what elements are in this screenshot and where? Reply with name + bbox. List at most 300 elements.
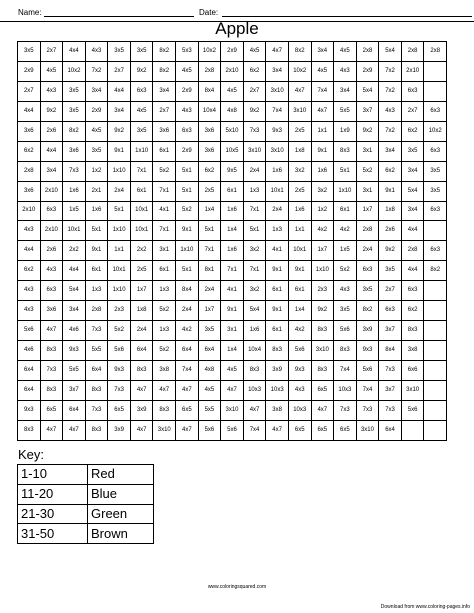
- grid-cell[interactable]: 1x10: [108, 221, 131, 241]
- grid-cell[interactable]: 9x2: [40, 101, 63, 121]
- grid-cell[interactable]: 1x1: [108, 241, 131, 261]
- grid-cell[interactable]: 4x4: [63, 261, 86, 281]
- grid-cell[interactable]: 3x10: [221, 400, 244, 420]
- grid-cell[interactable]: 8x2: [153, 42, 176, 62]
- grid-cell[interactable]: 1x10: [176, 241, 199, 261]
- grid-cell[interactable]: 7x3: [108, 380, 131, 400]
- grid-cell[interactable]: 8x2: [424, 261, 447, 281]
- grid-cell[interactable]: 2x8: [18, 161, 41, 181]
- grid-cell[interactable]: 2x8: [85, 301, 108, 321]
- grid-cell[interactable]: 10x2: [63, 61, 86, 81]
- grid-cell[interactable]: 3x10: [243, 141, 266, 161]
- grid-cell[interactable]: 3x5: [379, 261, 402, 281]
- grid-cell[interactable]: 5x4: [356, 81, 379, 101]
- grid-cell[interactable]: 5x2: [108, 321, 131, 341]
- grid-cell[interactable]: 3x6: [63, 141, 86, 161]
- date-line[interactable]: [222, 16, 472, 17]
- grid-cell[interactable]: 2x7: [243, 81, 266, 101]
- grid-cell[interactable]: 4x3: [176, 101, 199, 121]
- grid-cell[interactable]: 8x2: [288, 42, 311, 62]
- grid-cell[interactable]: 4x4: [63, 42, 86, 62]
- grid-cell[interactable]: 5x1: [176, 261, 199, 281]
- grid-cell[interactable]: 9x2: [243, 101, 266, 121]
- grid-cell[interactable]: 9x1: [221, 301, 244, 321]
- grid-cell[interactable]: 4x7: [243, 400, 266, 420]
- grid-cell[interactable]: 3x5: [424, 181, 447, 201]
- grid-cell[interactable]: 2x8: [356, 221, 379, 241]
- grid-cell[interactable]: 5x6: [334, 321, 357, 341]
- grid-cell[interactable]: 8x2: [153, 61, 176, 81]
- grid-cell[interactable]: 5x6: [288, 341, 311, 361]
- grid-cell[interactable]: 4x1: [153, 201, 176, 221]
- grid-cell[interactable]: 2x4: [130, 321, 153, 341]
- grid-cell[interactable]: 4x1: [266, 241, 289, 261]
- grid-cell[interactable]: 2x9: [85, 101, 108, 121]
- grid-cell[interactable]: 3x9: [130, 400, 153, 420]
- grid-cell[interactable]: 5x1: [198, 221, 221, 241]
- grid-cell[interactable]: 3x4: [334, 81, 357, 101]
- grid-cell[interactable]: 6x2: [379, 161, 402, 181]
- grid-cell[interactable]: 1x10: [311, 261, 334, 281]
- grid-cell[interactable]: 3x4: [85, 81, 108, 101]
- grid-cell[interactable]: 6x5: [176, 400, 199, 420]
- grid-cell[interactable]: 8x3: [40, 380, 63, 400]
- grid-cell[interactable]: 6x3: [401, 281, 424, 301]
- grid-cell[interactable]: 10x5: [221, 141, 244, 161]
- grid-cell[interactable]: 1x7: [356, 201, 379, 221]
- grid-cell[interactable]: 4x5: [311, 61, 334, 81]
- grid-cell[interactable]: 9x3: [266, 121, 289, 141]
- grid-cell[interactable]: 1x3: [153, 281, 176, 301]
- grid-cell[interactable]: 2x4: [198, 281, 221, 301]
- grid-cell[interactable]: 3x5: [130, 42, 153, 62]
- grid-cell[interactable]: 4x7: [176, 420, 199, 440]
- grid-cell[interactable]: 6x2: [243, 61, 266, 81]
- grid-cell[interactable]: 4x7: [311, 400, 334, 420]
- grid-cell[interactable]: 2x1: [85, 181, 108, 201]
- grid-cell[interactable]: 8x2: [63, 121, 86, 141]
- grid-cell[interactable]: 10x3: [288, 400, 311, 420]
- grid-cell[interactable]: 6x2: [18, 141, 41, 161]
- grid-cell[interactable]: 10x2: [288, 61, 311, 81]
- grid-cell[interactable]: 3x8: [401, 341, 424, 361]
- grid-cell[interactable]: 7x3: [85, 400, 108, 420]
- grid-cell[interactable]: 5x2: [334, 261, 357, 281]
- grid-cell[interactable]: [424, 400, 447, 420]
- grid-cell[interactable]: [424, 380, 447, 400]
- grid-cell[interactable]: 3x10: [401, 380, 424, 400]
- grid-cell[interactable]: 4x6: [63, 321, 86, 341]
- grid-cell[interactable]: 1x5: [334, 241, 357, 261]
- grid-cell[interactable]: 3x9: [266, 361, 289, 381]
- grid-cell[interactable]: 5x6: [198, 420, 221, 440]
- grid-cell[interactable]: 4x8: [221, 101, 244, 121]
- grid-cell[interactable]: 6x4: [85, 361, 108, 381]
- grid-cell[interactable]: 4x7: [266, 42, 289, 62]
- grid-cell[interactable]: 6x1: [221, 181, 244, 201]
- grid-cell[interactable]: 1x2: [311, 201, 334, 221]
- grid-cell[interactable]: 2x5: [130, 261, 153, 281]
- grid-cell[interactable]: 7x4: [311, 81, 334, 101]
- grid-cell[interactable]: 2x5: [288, 181, 311, 201]
- grid-cell[interactable]: 10x1: [266, 181, 289, 201]
- grid-cell[interactable]: 4x5: [243, 42, 266, 62]
- grid-cell[interactable]: 4x2: [311, 221, 334, 241]
- grid-cell[interactable]: 2x3: [108, 301, 131, 321]
- grid-cell[interactable]: [424, 420, 447, 440]
- grid-cell[interactable]: 8x3: [334, 141, 357, 161]
- grid-cell[interactable]: 3x1: [356, 141, 379, 161]
- grid-cell[interactable]: 7x1: [243, 261, 266, 281]
- grid-cell[interactable]: 2x8: [198, 61, 221, 81]
- grid-cell[interactable]: [424, 221, 447, 241]
- grid-cell[interactable]: 1x8: [288, 141, 311, 161]
- grid-cell[interactable]: 4x6: [18, 341, 41, 361]
- grid-cell[interactable]: 7x2: [379, 121, 402, 141]
- grid-cell[interactable]: 4x5: [176, 61, 199, 81]
- grid-cell[interactable]: 4x3: [40, 81, 63, 101]
- grid-cell[interactable]: 4x3: [18, 221, 41, 241]
- grid-cell[interactable]: 2x7: [108, 61, 131, 81]
- grid-cell[interactable]: 4x3: [334, 281, 357, 301]
- grid-cell[interactable]: 3x6: [40, 301, 63, 321]
- grid-cell[interactable]: 6x4: [130, 341, 153, 361]
- grid-cell[interactable]: 3x4: [311, 42, 334, 62]
- grid-cell[interactable]: 7x2: [379, 61, 402, 81]
- grid-cell[interactable]: 4x3: [85, 42, 108, 62]
- grid-cell[interactable]: 3x4: [108, 101, 131, 121]
- grid-cell[interactable]: 3x2: [243, 241, 266, 261]
- grid-cell[interactable]: 1x4: [198, 201, 221, 221]
- grid-cell[interactable]: 7x1: [130, 161, 153, 181]
- grid-cell[interactable]: 9x2: [379, 241, 402, 261]
- grid-cell[interactable]: 1x6: [221, 241, 244, 261]
- grid-cell[interactable]: [424, 341, 447, 361]
- grid-cell[interactable]: 4x7: [221, 380, 244, 400]
- grid-cell[interactable]: 1x8: [379, 201, 402, 221]
- grid-cell[interactable]: 9x1: [266, 301, 289, 321]
- grid-cell[interactable]: 8x3: [311, 361, 334, 381]
- grid-cell[interactable]: 4x7: [266, 420, 289, 440]
- grid-cell[interactable]: 1x8: [130, 301, 153, 321]
- grid-cell[interactable]: 4x7: [63, 420, 86, 440]
- grid-cell[interactable]: 4x7: [153, 380, 176, 400]
- grid-cell[interactable]: 6x4: [176, 341, 199, 361]
- grid-cell[interactable]: 2x6: [379, 221, 402, 241]
- grid-cell[interactable]: 3x2: [311, 181, 334, 201]
- grid-cell[interactable]: 1x3: [243, 181, 266, 201]
- grid-cell[interactable]: 2x9: [176, 141, 199, 161]
- grid-cell[interactable]: 5x4: [63, 281, 86, 301]
- grid-cell[interactable]: 6x3: [130, 81, 153, 101]
- grid-cell[interactable]: 3x9: [108, 420, 131, 440]
- grid-cell[interactable]: 2x10: [18, 201, 41, 221]
- grid-cell[interactable]: 9x2: [311, 301, 334, 321]
- grid-cell[interactable]: 7x1: [198, 241, 221, 261]
- grid-cell[interactable]: 4x5: [130, 101, 153, 121]
- grid-cell[interactable]: 1x6: [288, 201, 311, 221]
- grid-cell[interactable]: 5x2: [153, 161, 176, 181]
- grid-cell[interactable]: [424, 321, 447, 341]
- grid-cell[interactable]: 6x4: [18, 361, 41, 381]
- grid-cell[interactable]: 9x1: [379, 181, 402, 201]
- grid-cell[interactable]: 2x8: [424, 42, 447, 62]
- grid-cell[interactable]: 3x5: [85, 141, 108, 161]
- grid-cell[interactable]: 4x5: [221, 81, 244, 101]
- grid-cell[interactable]: 6x5: [311, 420, 334, 440]
- grid-cell[interactable]: 4x3: [288, 380, 311, 400]
- grid-cell[interactable]: 5x2: [153, 341, 176, 361]
- grid-cell[interactable]: 2x7: [379, 281, 402, 301]
- grid-cell[interactable]: 2x2: [63, 241, 86, 261]
- grid-cell[interactable]: 5x1: [243, 221, 266, 241]
- grid-cell[interactable]: 3x10: [356, 420, 379, 440]
- grid-cell[interactable]: 5x6: [18, 321, 41, 341]
- grid-cell[interactable]: 5x1: [108, 201, 131, 221]
- grid-cell[interactable]: 3x6: [198, 141, 221, 161]
- grid-cell[interactable]: 3x4: [266, 61, 289, 81]
- grid-cell[interactable]: 8x3: [243, 361, 266, 381]
- grid-cell[interactable]: 5x6: [356, 361, 379, 381]
- grid-cell[interactable]: 4x7: [176, 380, 199, 400]
- grid-cell[interactable]: 3x4: [153, 81, 176, 101]
- grid-cell[interactable]: 5x4: [401, 181, 424, 201]
- grid-cell[interactable]: 6x3: [40, 281, 63, 301]
- grid-cell[interactable]: 8x3: [18, 420, 41, 440]
- grid-cell[interactable]: [424, 81, 447, 101]
- grid-cell[interactable]: 2x7: [153, 101, 176, 121]
- grid-cell[interactable]: 10x2: [424, 121, 447, 141]
- grid-cell[interactable]: 5x10: [221, 121, 244, 141]
- grid-cell[interactable]: 10x2: [198, 42, 221, 62]
- grid-cell[interactable]: 3x5: [424, 161, 447, 181]
- grid-cell[interactable]: 3x1: [153, 241, 176, 261]
- grid-cell[interactable]: 3x10: [266, 81, 289, 101]
- grid-cell[interactable]: 1x4: [221, 341, 244, 361]
- grid-cell[interactable]: 5x1: [176, 181, 199, 201]
- grid-cell[interactable]: 6x4: [18, 380, 41, 400]
- grid-cell[interactable]: 4x8: [198, 361, 221, 381]
- grid-cell[interactable]: 10x3: [243, 380, 266, 400]
- grid-cell[interactable]: 2x9: [221, 42, 244, 62]
- grid-cell[interactable]: 8x3: [85, 380, 108, 400]
- grid-cell[interactable]: 1x10: [334, 181, 357, 201]
- grid-cell[interactable]: 4x7: [311, 101, 334, 121]
- grid-cell[interactable]: 7x4: [334, 361, 357, 381]
- grid-cell[interactable]: 10x1: [63, 221, 86, 241]
- grid-cell[interactable]: 3x5: [108, 42, 131, 62]
- grid-cell[interactable]: 5x1: [85, 221, 108, 241]
- grid-cell[interactable]: 5x2: [153, 301, 176, 321]
- grid-cell[interactable]: 6x3: [424, 241, 447, 261]
- grid-cell[interactable]: 3x7: [63, 380, 86, 400]
- grid-cell[interactable]: 1x9: [334, 121, 357, 141]
- grid-cell[interactable]: 1x7: [311, 241, 334, 261]
- grid-cell[interactable]: 3x6: [198, 121, 221, 141]
- grid-cell[interactable]: 3x7: [356, 101, 379, 121]
- grid-cell[interactable]: 7x3: [63, 161, 86, 181]
- grid-cell[interactable]: 5x5: [198, 400, 221, 420]
- grid-cell[interactable]: 3x7: [379, 380, 402, 400]
- grid-cell[interactable]: 6x1: [130, 181, 153, 201]
- grid-cell[interactable]: [424, 281, 447, 301]
- grid-cell[interactable]: 4x5: [40, 61, 63, 81]
- grid-cell[interactable]: 3x1: [221, 321, 244, 341]
- grid-cell[interactable]: 8x4: [379, 341, 402, 361]
- grid-cell[interactable]: 2x8: [401, 42, 424, 62]
- grid-cell[interactable]: 5x5: [334, 101, 357, 121]
- grid-cell[interactable]: 4x2: [334, 221, 357, 241]
- grid-cell[interactable]: 9x2: [356, 121, 379, 141]
- grid-cell[interactable]: 7x3: [379, 400, 402, 420]
- grid-cell[interactable]: 3x6: [18, 181, 41, 201]
- grid-cell[interactable]: 6x5: [108, 400, 131, 420]
- grid-cell[interactable]: 8x3: [311, 321, 334, 341]
- grid-cell[interactable]: 2x4: [243, 161, 266, 181]
- grid-cell[interactable]: 4x5: [198, 380, 221, 400]
- grid-cell[interactable]: 5x5: [85, 341, 108, 361]
- grid-cell[interactable]: 6x2: [198, 161, 221, 181]
- grid-cell[interactable]: 8x3: [40, 341, 63, 361]
- grid-cell[interactable]: 5x3: [176, 42, 199, 62]
- grid-cell[interactable]: 3x10: [153, 420, 176, 440]
- grid-cell[interactable]: 4x2: [288, 321, 311, 341]
- grid-cell[interactable]: 10x4: [243, 341, 266, 361]
- grid-cell[interactable]: 4x4: [401, 221, 424, 241]
- grid-cell[interactable]: 2x8: [356, 42, 379, 62]
- grid-cell[interactable]: 1x1: [288, 221, 311, 241]
- grid-cell[interactable]: 10x3: [266, 380, 289, 400]
- grid-cell[interactable]: 4x7: [130, 380, 153, 400]
- grid-cell[interactable]: 3x8: [266, 400, 289, 420]
- grid-cell[interactable]: 1x3: [153, 321, 176, 341]
- grid-cell[interactable]: 7x3: [243, 121, 266, 141]
- grid-cell[interactable]: 5x4: [243, 301, 266, 321]
- grid-cell[interactable]: 4x2: [176, 321, 199, 341]
- grid-cell[interactable]: 9x1: [108, 141, 131, 161]
- grid-cell[interactable]: 2x7: [18, 81, 41, 101]
- grid-cell[interactable]: 7x4: [176, 361, 199, 381]
- grid-cell[interactable]: 6x1: [288, 281, 311, 301]
- grid-cell[interactable]: 4x3: [18, 281, 41, 301]
- grid-cell[interactable]: 4x7: [40, 321, 63, 341]
- grid-cell[interactable]: 6x3: [424, 141, 447, 161]
- grid-cell[interactable]: 5x1: [176, 161, 199, 181]
- grid-cell[interactable]: 3x10: [266, 141, 289, 161]
- grid-cell[interactable]: 4x4: [40, 141, 63, 161]
- grid-cell[interactable]: 9x1: [288, 261, 311, 281]
- grid-cell[interactable]: 9x3: [288, 361, 311, 381]
- grid-cell[interactable]: 1x4: [221, 221, 244, 241]
- grid-cell[interactable]: 3x1: [356, 181, 379, 201]
- grid-cell[interactable]: 9x1: [311, 141, 334, 161]
- grid-cell[interactable]: 9x5: [221, 161, 244, 181]
- grid-cell[interactable]: 3x10: [311, 341, 334, 361]
- grid-cell[interactable]: 7x4: [356, 380, 379, 400]
- grid-cell[interactable]: 3x4: [40, 161, 63, 181]
- grid-cell[interactable]: 1x6: [311, 161, 334, 181]
- grid-cell[interactable]: 6x3: [356, 261, 379, 281]
- grid-cell[interactable]: 3x5: [356, 281, 379, 301]
- grid-cell[interactable]: 1x3: [85, 281, 108, 301]
- grid-cell[interactable]: 2x2: [130, 241, 153, 261]
- grid-cell[interactable]: 4x5: [334, 42, 357, 62]
- grid-cell[interactable]: 9x2: [130, 61, 153, 81]
- grid-cell[interactable]: 9x3: [356, 341, 379, 361]
- grid-cell[interactable]: 10x1: [288, 241, 311, 261]
- grid-cell[interactable]: 3x4: [401, 201, 424, 221]
- grid-cell[interactable]: 3x6: [18, 121, 41, 141]
- grid-cell[interactable]: 3x4: [401, 161, 424, 181]
- grid-cell[interactable]: 2x9: [356, 61, 379, 81]
- grid-cell[interactable]: 7x1: [153, 221, 176, 241]
- grid-cell[interactable]: 1x6: [243, 321, 266, 341]
- grid-cell[interactable]: 1x10: [108, 161, 131, 181]
- grid-cell[interactable]: 7x3: [40, 361, 63, 381]
- grid-cell[interactable]: 9x1: [176, 221, 199, 241]
- grid-cell[interactable]: 2x6: [40, 241, 63, 261]
- grid-cell[interactable]: 7x1: [153, 181, 176, 201]
- grid-cell[interactable]: 8x4: [198, 81, 221, 101]
- grid-cell[interactable]: 3x6: [153, 121, 176, 141]
- grid-cell[interactable]: 3x2: [288, 161, 311, 181]
- grid-cell[interactable]: 1x10: [108, 281, 131, 301]
- grid-cell[interactable]: 3x8: [153, 361, 176, 381]
- grid-cell[interactable]: [424, 301, 447, 321]
- grid-cell[interactable]: 10x3: [334, 380, 357, 400]
- grid-cell[interactable]: 3x5: [130, 121, 153, 141]
- grid-cell[interactable]: 6x3: [424, 201, 447, 221]
- grid-cell[interactable]: 6x1: [266, 281, 289, 301]
- grid-cell[interactable]: 6x3: [379, 301, 402, 321]
- grid-cell[interactable]: 1x6: [85, 201, 108, 221]
- grid-cell[interactable]: 1x6: [63, 181, 86, 201]
- grid-cell[interactable]: 1x6: [221, 201, 244, 221]
- grid-cell[interactable]: 8x3: [130, 361, 153, 381]
- grid-cell[interactable]: 6x1: [85, 261, 108, 281]
- name-line[interactable]: [44, 16, 194, 17]
- grid-cell[interactable]: 3x4: [379, 141, 402, 161]
- grid-cell[interactable]: 6x5: [311, 380, 334, 400]
- grid-cell[interactable]: 8x3: [153, 400, 176, 420]
- grid-cell[interactable]: 7x4: [243, 420, 266, 440]
- grid-cell[interactable]: 2x4: [266, 201, 289, 221]
- grid-cell[interactable]: 5x2: [356, 161, 379, 181]
- grid-cell[interactable]: 5x6: [221, 420, 244, 440]
- grid-cell[interactable]: 8x3: [334, 341, 357, 361]
- grid-cell[interactable]: 9x1: [85, 241, 108, 261]
- grid-cell[interactable]: 5x6: [401, 400, 424, 420]
- grid-cell[interactable]: 10x4: [198, 101, 221, 121]
- grid-cell[interactable]: 3x5: [63, 101, 86, 121]
- grid-cell[interactable]: 6x4: [379, 420, 402, 440]
- grid-cell[interactable]: 1x3: [266, 221, 289, 241]
- grid-cell[interactable]: 4x7: [130, 420, 153, 440]
- grid-cell[interactable]: 5x1: [334, 161, 357, 181]
- grid-cell[interactable]: 1x10: [130, 141, 153, 161]
- grid-cell[interactable]: 1x7: [130, 281, 153, 301]
- grid-cell[interactable]: [424, 361, 447, 381]
- grid-cell[interactable]: 6x5: [334, 420, 357, 440]
- grid-cell[interactable]: 4x5: [85, 121, 108, 141]
- grid-cell[interactable]: [401, 420, 424, 440]
- grid-cell[interactable]: 4x3: [379, 101, 402, 121]
- grid-cell[interactable]: 8x1: [198, 261, 221, 281]
- grid-cell[interactable]: 10x1: [130, 201, 153, 221]
- grid-cell[interactable]: 6x2: [401, 121, 424, 141]
- grid-cell[interactable]: 6x1: [153, 261, 176, 281]
- grid-cell[interactable]: 5x2: [176, 201, 199, 221]
